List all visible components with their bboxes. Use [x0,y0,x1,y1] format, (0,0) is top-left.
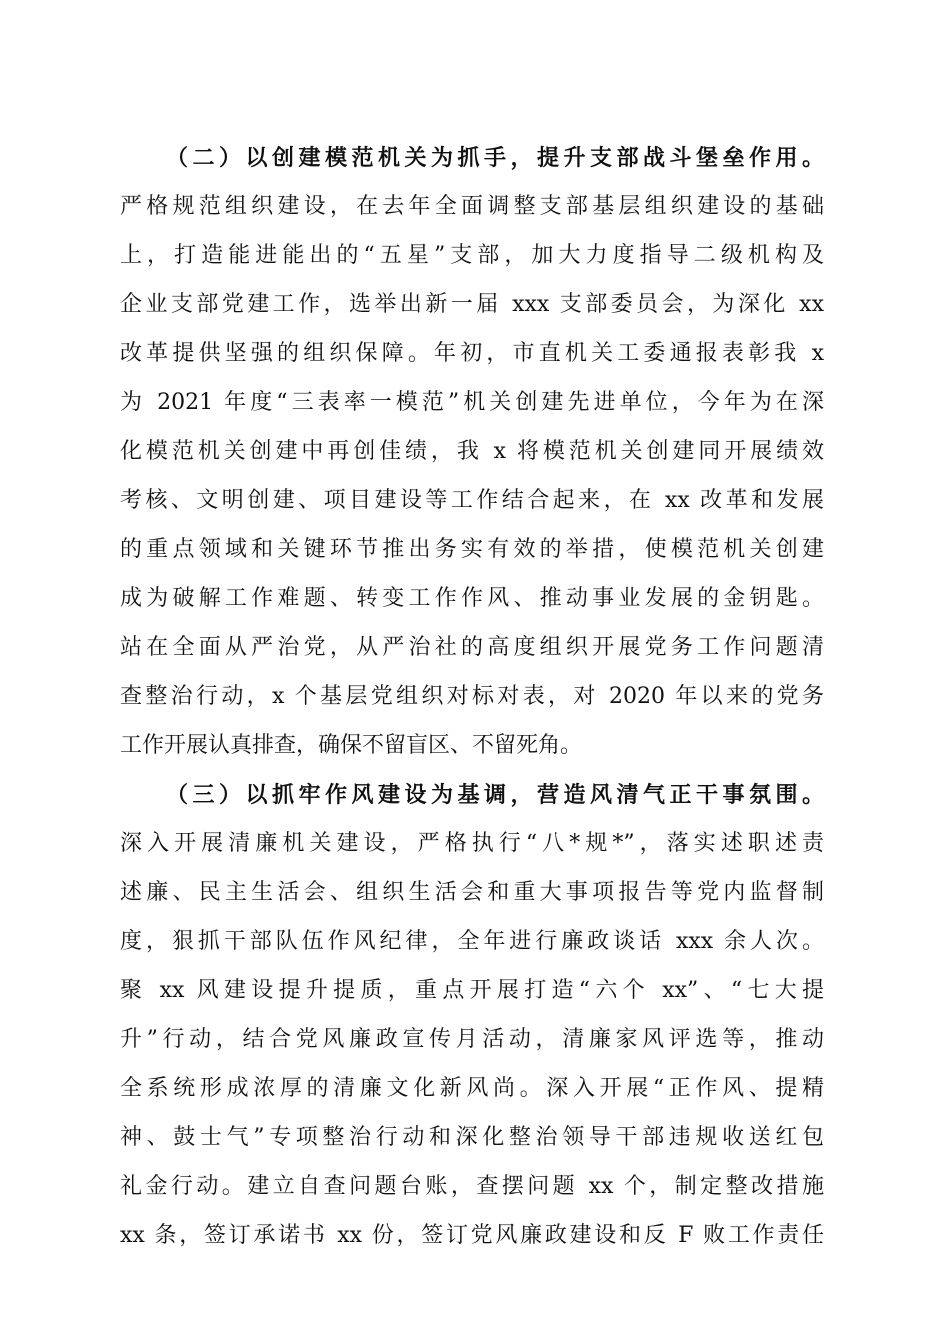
paragraph-line: 成为破解工作难题、转变工作作风、推动事业发展的金钥匙。 [120,586,824,611]
paragraph-line: 查整治行动，x 个基层党组织对标对表，对 2020 年以来的党务 [120,684,824,709]
paragraph-line: 严格规范组织建设，在去年全面调整支部基层组织建设的基础 [120,194,824,219]
paragraph-line: 企业支部党建工作，选举出新一届 xxx 支部委员会，为深化 xx [120,292,824,317]
section-heading-two: （二）以创建模范机关为抓手，提升支部战斗堡垒作用。 [166,145,824,171]
paragraph-line: 考核、文明创建、项目建设等工作结合起来，在 xx 改革和发展 [120,488,824,513]
paragraph-line: 工作开展认真排查，确保不留盲区、不留死角。 [120,733,583,758]
paragraph-line: xx 条，签订承诺书 xx 份，签订党风廉政建设和反 F 败工作责任 [120,1223,824,1248]
paragraph-line: 神、鼓士气”专项整治行动和深化整治领导干部违规收送红包 [120,1125,824,1150]
paragraph-line: 全系统形成浓厚的清廉文化新风尚。深入开展“正作风、提精 [120,1076,824,1101]
section-heading-three: （三）以抓牢作风建设为基调，营造风清气正干事氛围。 [166,782,824,808]
paragraph-line: 化模范机关创建中再创佳绩，我 x 将模范机关创建同开展绩效 [120,439,824,464]
paragraph-line: 改革提供坚强的组织保障。年初，市直机关工委通报表彰我 x [120,341,824,366]
paragraph-line: 上，打造能进能出的“五星”支部，加大力度指导二级机构及 [120,243,824,268]
paragraph-line: 升”行动，结合党风廉政宣传月活动，清廉家风评选等，推动 [120,1027,824,1052]
paragraph-line: 聚 xx 风建设提升提质，重点开展打造“六个 xx”、“七大提 [120,978,824,1003]
paragraph-line: 的重点领域和关键环节推出务实有效的举措，使模范机关创建 [120,537,824,562]
paragraph-line: 站在全面从严治党，从严治社的高度组织开展党务工作问题清 [120,635,824,660]
paragraph-line: 述廉、民主生活会、组织生活会和重大事项报告等党内监督制 [120,880,824,905]
paragraph-line: 度，狠抓干部队伍作风纪律，全年进行廉政谈话 xxx 余人次。 [120,929,824,954]
paragraph-line: 为 2021 年度“三表率一模范”机关创建先进单位，今年为在深 [120,390,824,415]
paragraph-line: 深入开展清廉机关建设，严格执行“八*规*”，落实述职述责 [120,831,824,856]
paragraph-line: 礼金行动。建立自查问题台账，查摆问题 xx 个，制定整改措施 [120,1174,824,1199]
